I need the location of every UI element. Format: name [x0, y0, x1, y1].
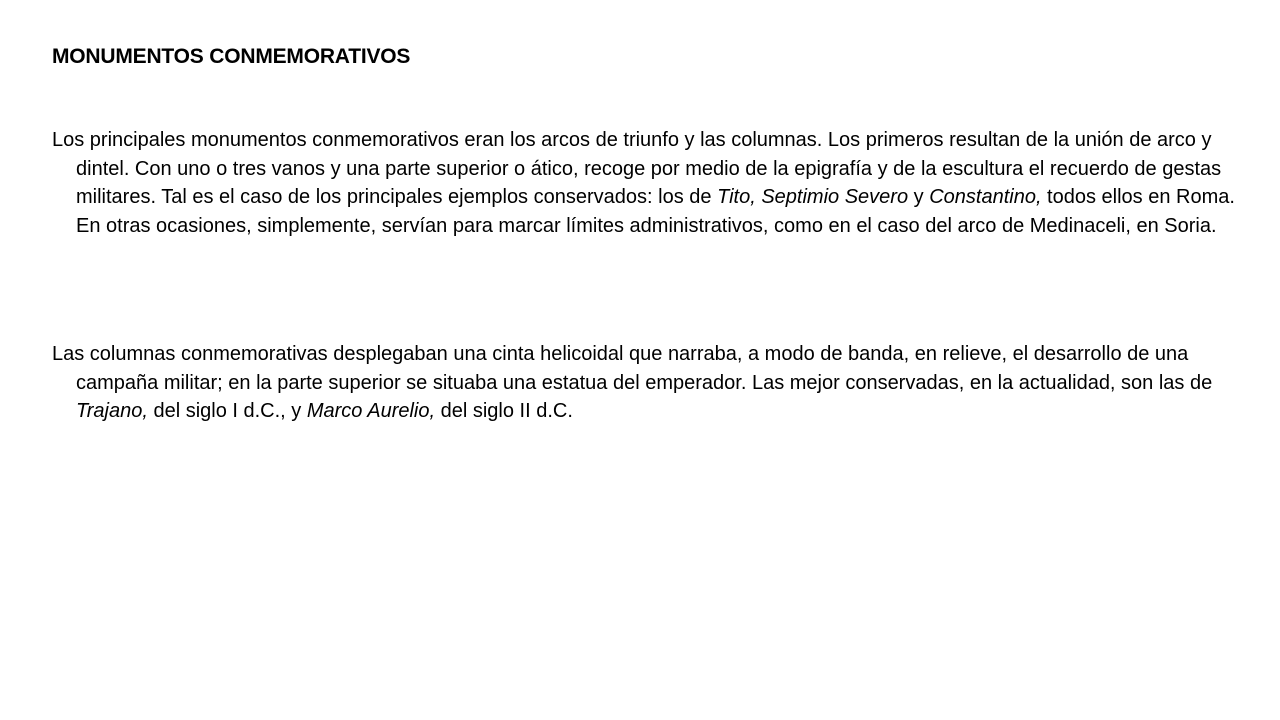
slide-title: MONUMENTOS CONMEMORATIVOS: [52, 45, 411, 68]
italic-text: Constantino,: [929, 186, 1042, 209]
paragraph-arcos: [52, 126, 1251, 240]
paragraph-text: del siglo I d.C., y: [147, 400, 307, 423]
paragraph-text: y: [908, 186, 930, 209]
paragraph-columnas: [52, 340, 1251, 426]
italic-text: Tito, Septimio Severo: [717, 186, 909, 209]
italic-text: Marco Aurelio,: [306, 400, 436, 423]
italic-text: Trajano,: [76, 400, 148, 423]
paragraph-text: Las columnas conmemorativas desplegaban una cinta helicoidal que narraba, a modo de banda, en relieve, el desarrollo de una campaña militar; en la parte superior se situaba una estatua del emperador. Las mejor conservadas, en la actualidad, son las de: [52, 343, 1213, 394]
paragraph-text: del siglo II d.C.: [435, 400, 573, 423]
paragraph-text: Los principales monumentos conmemorativos eran los arcos de triunfo y las columnas. Los primeros resultan de la unión de arco y dintel. Con uno o tres vanos y una parte superior o ático, recoge por medio de la epigrafía y de la escultura el recuerdo de gestas militares. Tal es el caso de los principales ejemplos conservados: los de: [52, 129, 1222, 209]
paragraph-text: todos ellos en Roma. En otras ocasiones, simplemente, servían para marcar límites administrativos, como en el caso del arco de Medinaceli, en Soria.: [76, 186, 1235, 237]
